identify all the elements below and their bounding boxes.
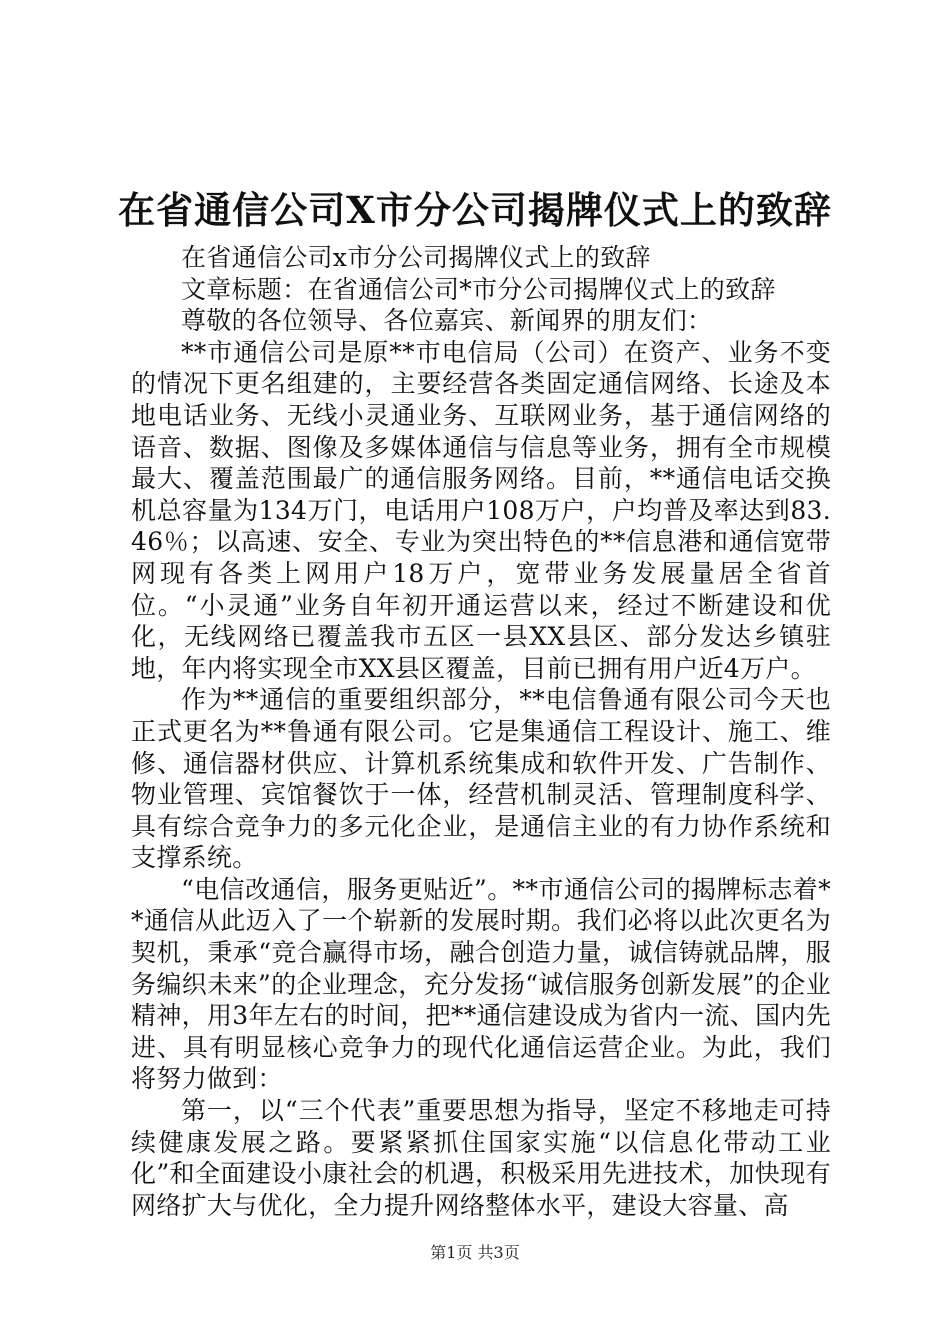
paragraph-salutation: 尊敬的各位领导、各位嘉宾、新闻界的朋友们： (181, 306, 713, 336)
document-body (131, 242, 831, 1221)
paragraph-first-point: 第一，以“三个代表”重要思想为指导，坚定不移地走可持续健康发展之路。要紧紧抓住国家实施“以信息化带动工业化”和全面建设小康社会的机遇，积极采用先进技术，加快现有网络扩大与优化，全力提升网络整体水平，建设大容量、高 (131, 1096, 831, 1220)
paragraph-article-title: 文章标题：在省通信公司*市分公司揭牌仪式上的致辞 (181, 274, 776, 304)
paragraph-company-overview: **市通信公司是原**市电信局（公司）在资产、业务不变的情况下更名组建的，主要经营各类固定通信网络、长途及本地电话业务、无线小灵通业务、互联网业务，基于通信网络的语音、数据、图像及多媒体通信与信息等业务，拥有全市规模最大、覆盖范围最广的通信服务网络。目前，**通信电话交换机总容量为134万门，电话用户108万户，户均普及率达到83.46％；以高速、安全、专业为突出特色的**信息港和通信宽带网现有各类上网用户18万户，宽带业务发展量居全省首位。“小灵通”业务自年初开通运营以来，经过不断建设和优化，无线网络已覆盖我市五区一县XX县区、部分发达乡镇驻地，年内将实现全市XX县区覆盖，目前已拥有用户近4万户。 (131, 337, 831, 683)
document-title: 在省通信公司X市分公司揭牌仪式上的致辞 (118, 188, 832, 232)
paragraph-subtitle: 在省通信公司x市分公司揭牌仪式上的致辞 (181, 243, 651, 272)
paragraph-lutong-company: 作为**通信的重要组织部分，**电信鲁通有限公司今天也正式更名为**鲁通有限公司。它是集通信工程设计、施工、维修、通信器材供应、计算机系统集成和软件开发、广告制作、物业管理、宾馆餐饮于一体，经营机制灵活、管理制度科学、具有综合竞争力的多元化企业，是通信主业的有力协作系统和支撑系统。 (131, 685, 831, 873)
page-number: 第1页 共3页 (430, 1243, 520, 1262)
paragraph-development-goal: “电信改通信，服务更贴近”。**市通信公司的揭牌标志着**通信从此迈入了一个崭新的发展时期。我们必将以此次更名为契机，秉承“竞合赢得市场，融合创造力量，诚信铸就品牌，服务编织未来”的企业理念，充分发扬“诚信服务创新发展”的企业精神，用3年左右的时间，把**通信建设成为省内一流、国内先进、具有明显核心竞争力的现代化通信运营企业。为此，我们将努力做到： (131, 874, 831, 1094)
